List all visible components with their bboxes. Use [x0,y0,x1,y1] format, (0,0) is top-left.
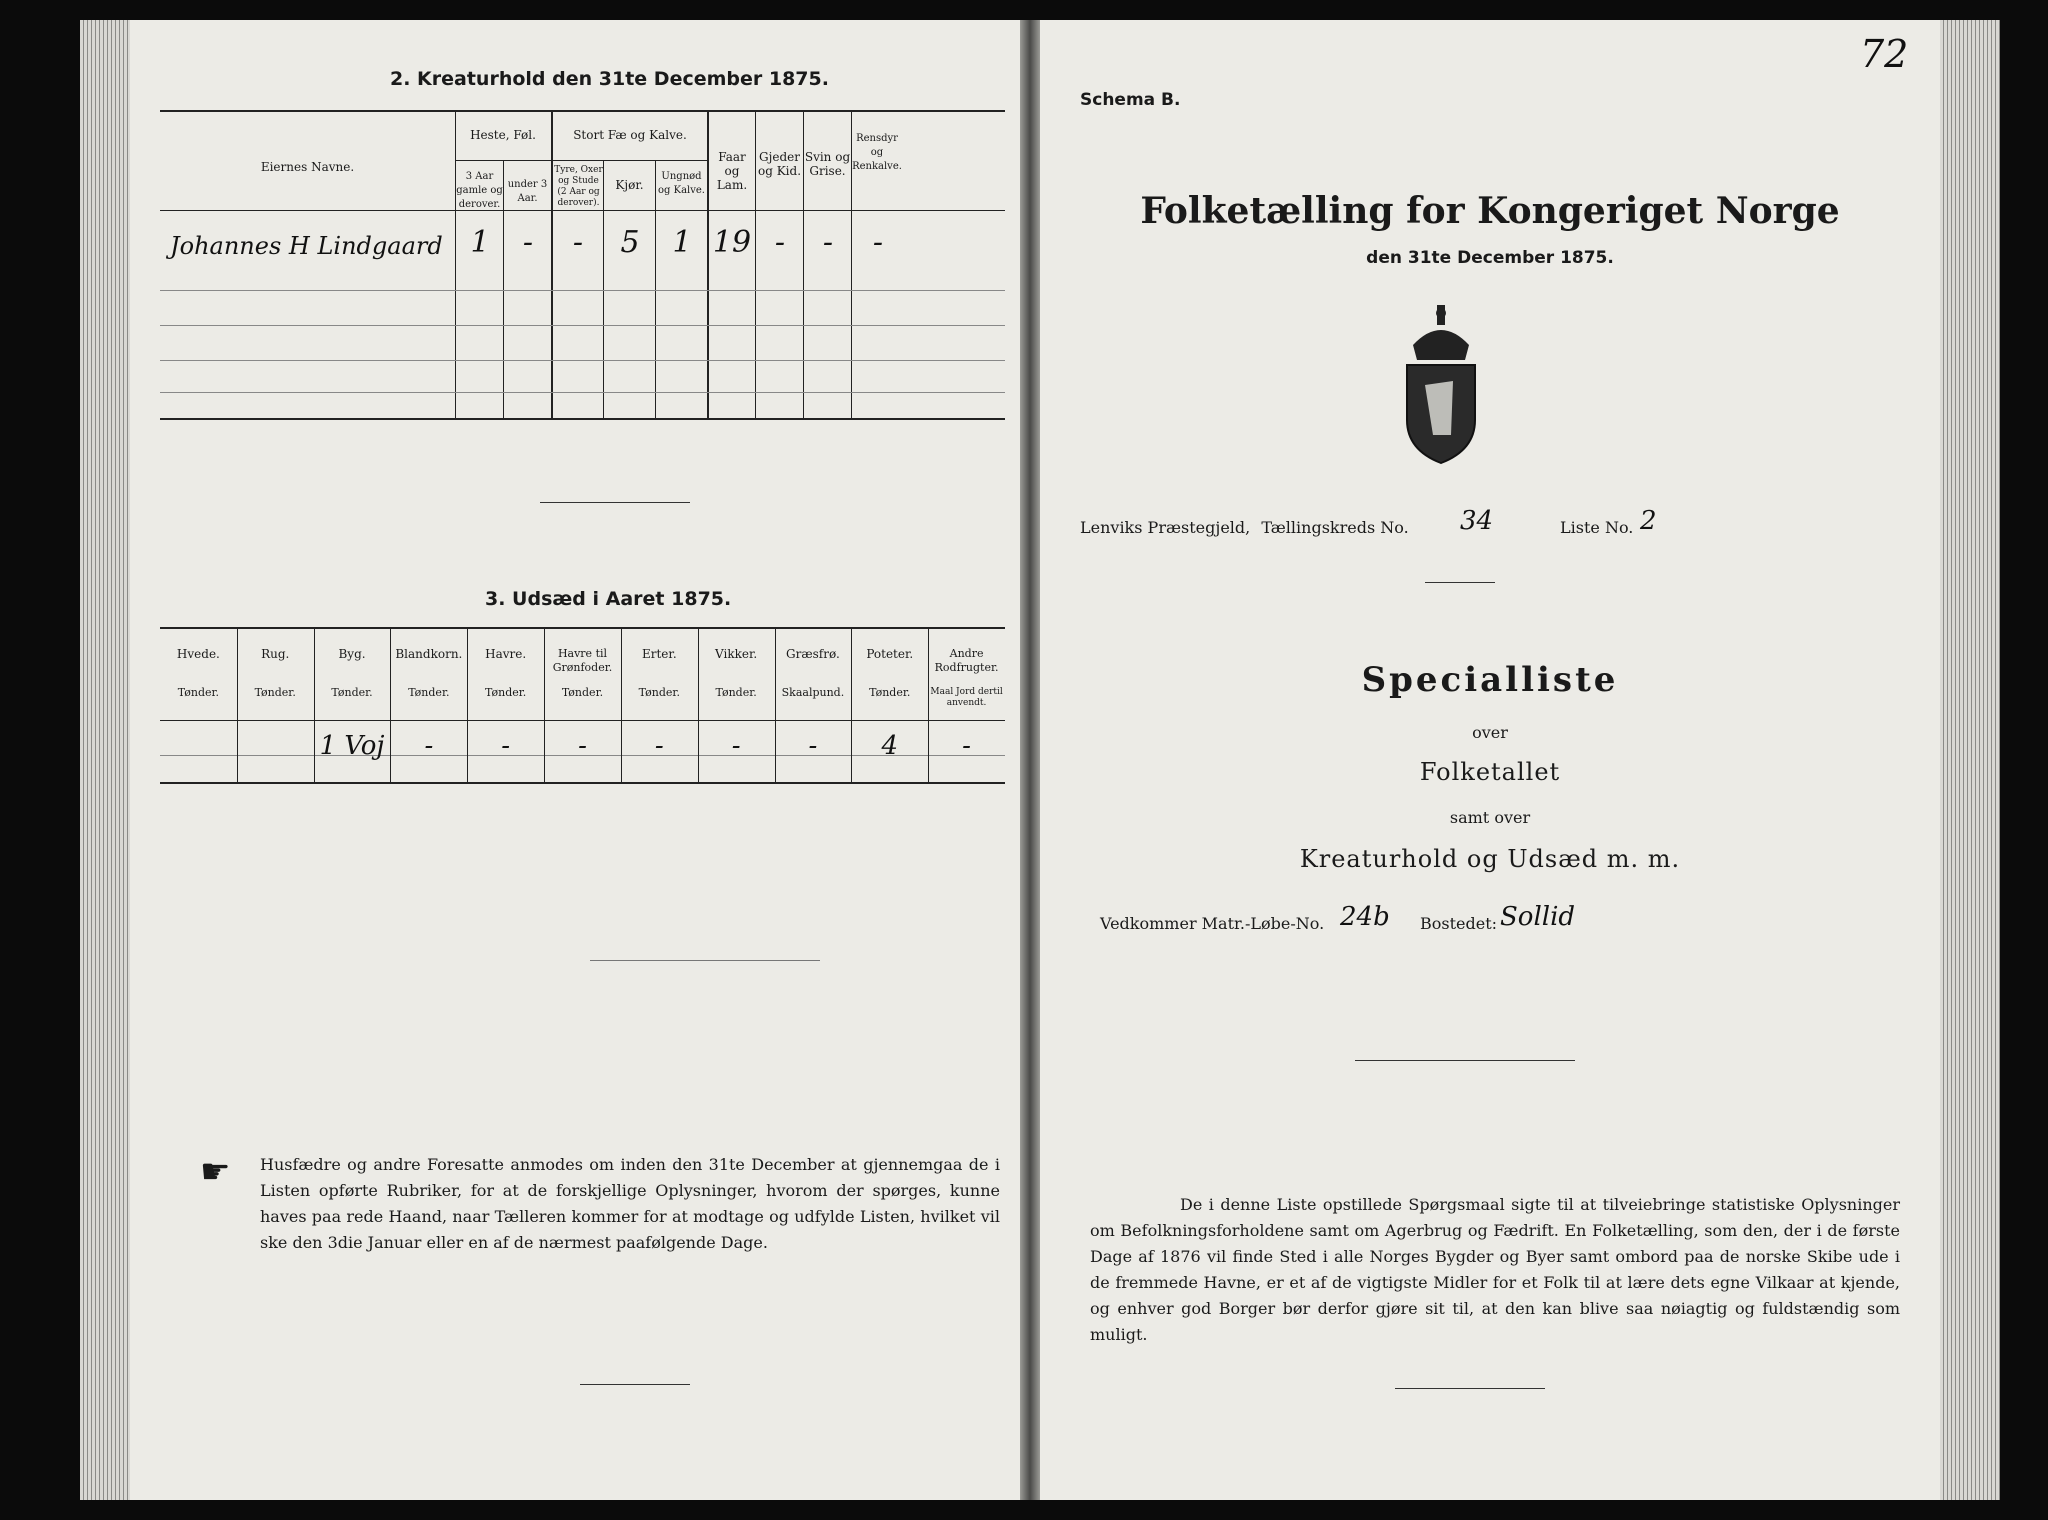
row-rule [160,290,1005,291]
seed-unit-5: Tønder. [561,686,604,699]
page-edges-right [1940,20,2000,1500]
value-cattle-young: 1 [672,225,692,260]
col-divider [603,160,604,418]
seed-bottom-rule [160,782,1005,784]
bosted-label: Bostedet: [1420,914,1498,933]
parish-label: Lenviks Præstegjeld, [1080,518,1251,537]
notice-text: Husfædre og andre Foresatte anmodes om inden den 31te December at gjennemgaa de i Listen opførte Rubriker, for at de forskjellige Oplysninger, hvorom der spørges, kunne haves paa rede Haand, naar Tælleren kommer for at modtage og udfylde Listen, hvilket vil ske den 3die Januar eller en af de nærmest paafølgende Dage. [260,1155,1000,1252]
value-cattle-bulls: - [572,225,584,260]
book-gutter [1020,20,1040,1500]
footer-text: De i denne Liste opstillede Spørgsmaal sigte til at tilveiebringe statistiske Oplysninger om Befolkningsforholdene samt om Agerbrug og Fædrift. En Folketælling, som den, der i de første Dage af 1876 vil finde Sted i alle Norges Bygder og Byer samt ombord paa de norske Skibe ude i de fremmede Havne, er et af de vigtigste Midler for et Folk til at lære dets egne Vilkaar at kjende, og enhver god Borger bør derfor gjøre sit til, at den kan blive saa nøiagtig og fuldstændig som muligt. [1090,1195,1900,1344]
page-edges-left [80,20,130,1500]
norway-coat-of-arms-icon [1393,305,1489,465]
table-header-rule [160,210,1005,211]
seed-header-1: Rug. [261,647,290,661]
row-rule [160,360,1005,361]
value-reindeer: - [872,225,884,260]
seed-header-rule [160,720,1005,721]
seed-header-3: Blandkorn. [395,647,463,661]
header-cattle: Stort Fæ og Kalve. [573,128,687,142]
header-cattle-cows: Kjør. [615,178,644,192]
seed-unit-4: Tønder. [485,686,527,699]
bostedet-rule [1355,1060,1575,1061]
document-title: Folketælling for Kongeriget Norge [1140,190,1840,232]
seed-header-0: Hvede. [176,647,220,661]
special-title: Specialliste [1361,660,1619,700]
seed-unit-8: Skaalpund. [781,686,845,699]
header-cattle-bulls: Tyre, Oxer og Stude (2 Aar og derover). [554,165,603,208]
seed-header-7: Vikker. [715,647,758,661]
matr-value: 24b [1340,902,1390,932]
seed-value-3: - [424,731,434,761]
col-divider [655,160,656,418]
seed-value-7: - [731,731,741,761]
seed-header-6: Erter. [641,647,677,661]
seed-header-2: Byg. [338,647,366,661]
header-goats: Gjeder og Kid. [757,150,802,178]
seed-unit-2: Tønder. [331,686,373,699]
document-date: den 31te December 1875. [1366,248,1614,268]
seed-unit-6: Tønder. [638,686,680,699]
seed-unit-3: Tønder. [408,686,450,699]
seed-unit-10: Maal Jord dertil anvendt. [930,687,1003,708]
seed-value-10: - [962,731,971,761]
list-value: 2 [1640,506,1657,536]
header-horses-old: 3 Aar gamle og derover. [456,171,503,210]
schema-label: Schema B. [1080,90,1181,110]
bosted-value: Sollid [1500,902,1576,932]
header-horses-young: under 3 Aar. [507,179,548,204]
header-owner: Eiernes Navne. [260,160,355,174]
seed-unit-7: Tønder. [715,686,757,699]
section2-title: 2. Kreaturhold den 31te December 1875. [390,68,829,90]
short-rule [1425,582,1495,583]
col-divider [455,110,456,418]
row-rule [160,325,1005,326]
seed-value-6: - [654,731,664,761]
footer-rule [1395,1388,1545,1389]
row-rule [160,392,1005,393]
seed-value-4: - [501,731,511,761]
list-label: Liste No. [1560,518,1634,537]
value-sheep: 19 [712,225,752,260]
value-pigs: - [822,225,834,260]
value-horses-young: - [522,225,534,260]
bottom-rule [580,1384,690,1385]
matr-label: Vedkommer Matr.-Løbe-No. [1100,914,1325,933]
folketallet-text: Folketallet [1419,758,1561,786]
district-value: 34 [1460,506,1494,536]
header-pigs: Svin og Grise. [804,150,851,178]
seed-value-2: 1 Voj [319,731,385,761]
header-sheep: Faar og Lam. [716,150,748,192]
left-page [130,20,1020,1500]
seed-value-9: 4 [881,731,899,761]
samt-over-text: samt over [1449,808,1531,827]
table-bottom-rule [160,418,1005,420]
seed-unit-9: Tønder. [869,686,911,699]
faint-rule [590,960,820,961]
value-goats: - [774,225,786,260]
seed-top-rule [160,627,1005,629]
value-horses-old: 1 [470,225,490,260]
header-cattle-young: Ungnød og Kalve. [658,171,705,196]
seed-header-4: Havre. [485,647,527,661]
seed-value-5: - [578,731,587,761]
kreaturhold-text: Kreaturhold og Udsæd m. m. [1299,845,1681,873]
seed-unit-1: Tønder. [254,686,296,699]
seed-header-10: Andre Rodfrugter. [934,647,999,674]
seed-header-8: Græsfrø. [786,647,840,661]
subheader-rule [455,160,707,161]
page-number: 72 [1860,32,1909,76]
right-page [1040,20,1940,1500]
table-top-rule [160,110,1005,112]
district-line [1080,518,1409,537]
seed-unit-0: Tønder. [177,686,220,699]
col-divider [551,110,553,418]
seed-header-9: Poteter. [866,647,914,661]
section3-title: 3. Udsæd i Aaret 1875. [485,588,732,610]
open-ledger-book [40,20,2015,1500]
header-horses: Heste, Føl. [470,128,536,142]
separator-rule [540,502,690,503]
seed-value-8: - [808,731,818,761]
district-label: Tællingskreds No. [1261,518,1409,537]
pointing-hand-icon: ☛ [200,1152,231,1192]
seed-header-5: Havre til Grønfoder. [552,647,613,674]
owner-name: Johannes H Lindgaard [170,232,443,260]
value-cattle-cows: 5 [620,225,640,260]
header-reindeer: Rensdyr og Renkalve. [852,133,902,172]
over-text: over [1472,723,1508,742]
